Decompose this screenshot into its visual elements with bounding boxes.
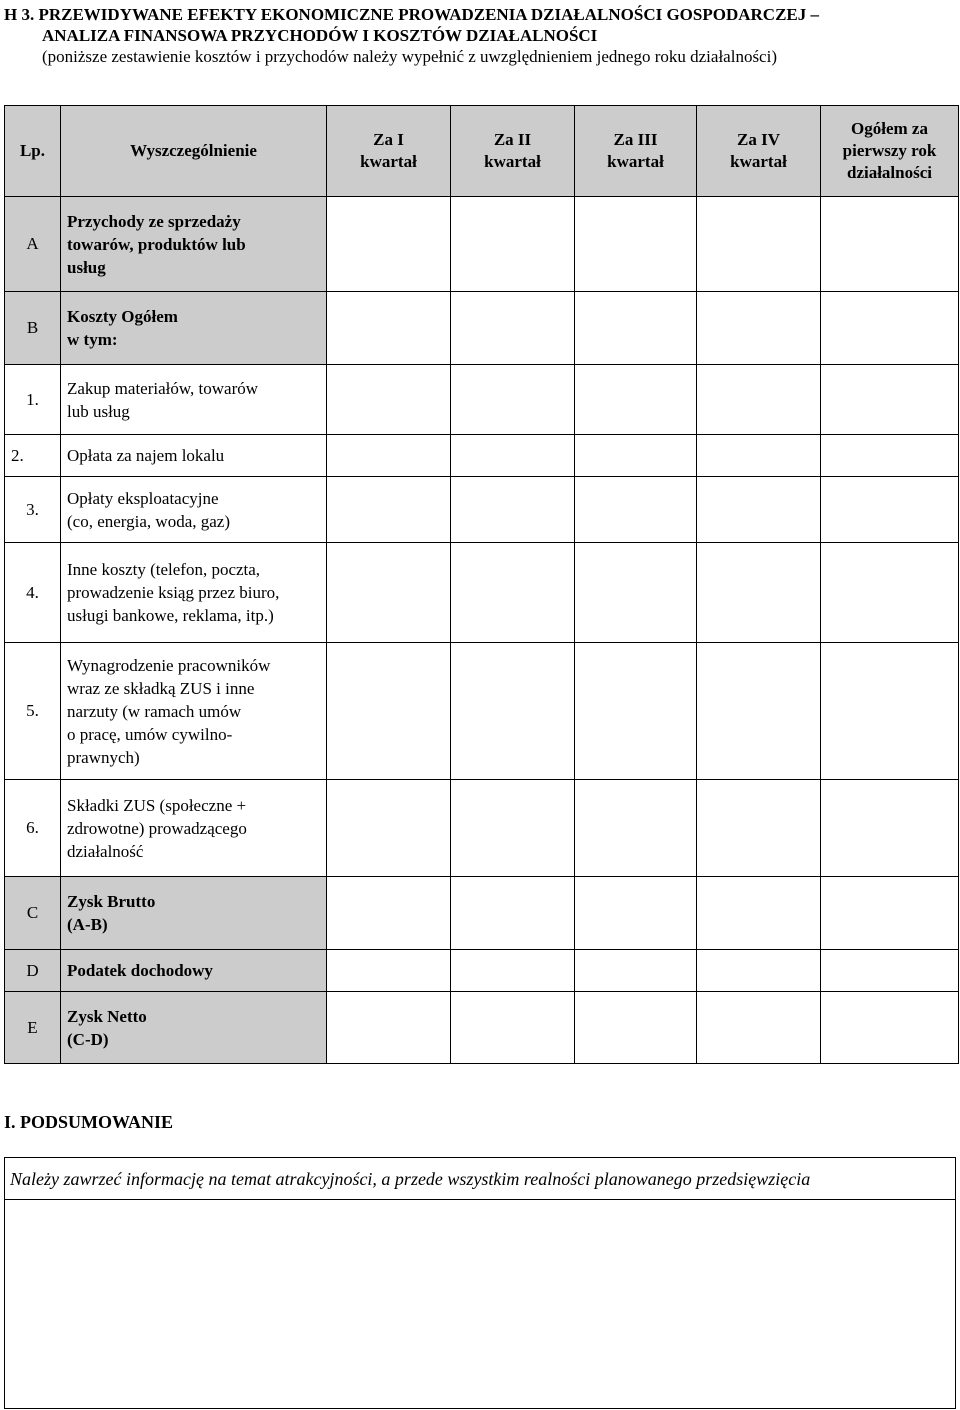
row-lp: E bbox=[5, 992, 61, 1064]
header-q3: Za III kwartał bbox=[575, 106, 697, 197]
row-description: Przychody ze sprzedaży towarów, produktów lub usług bbox=[61, 197, 327, 292]
cell-q3[interactable] bbox=[575, 992, 697, 1064]
cell-q3[interactable] bbox=[575, 435, 697, 477]
cell-q3[interactable] bbox=[575, 643, 697, 780]
cell-q4[interactable] bbox=[697, 877, 821, 950]
cell-q4[interactable] bbox=[697, 643, 821, 780]
cell-total[interactable] bbox=[821, 950, 959, 992]
cell-q2[interactable] bbox=[451, 197, 575, 292]
cell-total[interactable] bbox=[821, 643, 959, 780]
table-row bbox=[5, 877, 959, 950]
heading-line-1: H 3. PRZEWIDYWANE EFEKTY EKONOMICZNE PROWADZENIA DZIAŁALNOŚCI GOSPODARCZEJ – bbox=[4, 5, 820, 24]
row-lp: B bbox=[5, 292, 61, 365]
table-header-row bbox=[5, 106, 959, 197]
row-description: Zysk Brutto (A-B) bbox=[61, 877, 327, 950]
cell-total[interactable] bbox=[821, 435, 959, 477]
cell-total[interactable] bbox=[821, 780, 959, 877]
row-lp: A bbox=[5, 197, 61, 292]
cell-q3[interactable] bbox=[575, 365, 697, 435]
cell-total[interactable] bbox=[821, 877, 959, 950]
cell-q3[interactable] bbox=[575, 950, 697, 992]
row-description: Opłaty eksploatacyjne (co, energia, woda, gaz) bbox=[61, 477, 327, 543]
cell-q1[interactable] bbox=[327, 197, 451, 292]
row-description: Podatek dochodowy bbox=[61, 950, 327, 992]
row-description: Opłata za najem lokalu bbox=[61, 435, 327, 477]
table-row bbox=[5, 197, 959, 292]
cell-q3[interactable] bbox=[575, 543, 697, 643]
cell-q3[interactable] bbox=[575, 780, 697, 877]
table-row bbox=[5, 950, 959, 992]
cell-q4[interactable] bbox=[697, 477, 821, 543]
cell-q1[interactable] bbox=[327, 780, 451, 877]
cell-q1[interactable] bbox=[327, 292, 451, 365]
cell-q4[interactable] bbox=[697, 435, 821, 477]
cell-q1[interactable] bbox=[327, 365, 451, 435]
cell-q2[interactable] bbox=[451, 365, 575, 435]
cell-q2[interactable] bbox=[451, 435, 575, 477]
header-lp: Lp. bbox=[5, 106, 61, 197]
cell-q4[interactable] bbox=[697, 543, 821, 643]
cell-q1[interactable] bbox=[327, 435, 451, 477]
table-row bbox=[5, 780, 959, 877]
row-lp: 3. bbox=[5, 477, 61, 543]
row-lp: D bbox=[5, 950, 61, 992]
cell-q3[interactable] bbox=[575, 877, 697, 950]
cell-q1[interactable] bbox=[327, 477, 451, 543]
cell-q2[interactable] bbox=[451, 992, 575, 1064]
cell-q3[interactable] bbox=[575, 477, 697, 543]
cell-total[interactable] bbox=[821, 477, 959, 543]
cell-q1[interactable] bbox=[327, 950, 451, 992]
row-lp: C bbox=[5, 877, 61, 950]
cell-q1[interactable] bbox=[327, 543, 451, 643]
summary-box bbox=[4, 1157, 956, 1409]
cell-q1[interactable] bbox=[327, 992, 451, 1064]
row-lp: 6. bbox=[5, 780, 61, 877]
cell-q4[interactable] bbox=[697, 992, 821, 1064]
cell-q4[interactable] bbox=[697, 950, 821, 992]
cell-total[interactable] bbox=[821, 197, 959, 292]
cell-q3[interactable] bbox=[575, 197, 697, 292]
heading-line-3: (poniższe zestawienie kosztów i przychodów należy wypełnić z uwzględnieniem jednego roku działalności) bbox=[42, 47, 777, 66]
cell-q2[interactable] bbox=[451, 877, 575, 950]
row-description: Inne koszty (telefon, poczta, prowadzenie ksiąg przez biuro, usługi bankowe, reklama, itp.) bbox=[61, 543, 327, 643]
table-row bbox=[5, 477, 959, 543]
summary-text-area[interactable] bbox=[5, 1200, 955, 1408]
row-lp: 5. bbox=[5, 643, 61, 780]
cell-q4[interactable] bbox=[697, 365, 821, 435]
cell-q2[interactable] bbox=[451, 950, 575, 992]
cell-q2[interactable] bbox=[451, 477, 575, 543]
cell-q2[interactable] bbox=[451, 780, 575, 877]
table-row bbox=[5, 543, 959, 643]
row-lp: 1. bbox=[5, 365, 61, 435]
cell-total[interactable] bbox=[821, 292, 959, 365]
cell-total[interactable] bbox=[821, 365, 959, 435]
cell-q2[interactable] bbox=[451, 643, 575, 780]
table-row bbox=[5, 435, 959, 477]
header-q2: Za II kwartał bbox=[451, 106, 575, 197]
financial-analysis-table bbox=[4, 105, 959, 1064]
summary-instruction: Należy zawrzeć informację na temat atrakcyjności, a przede wszystkim realności planowanego przedsięwzięcia bbox=[5, 1158, 955, 1200]
header-item: Wyszczególnienie bbox=[61, 106, 327, 197]
row-lp: 2. bbox=[5, 435, 61, 477]
cell-q1[interactable] bbox=[327, 877, 451, 950]
cell-q1[interactable] bbox=[327, 643, 451, 780]
table-row bbox=[5, 365, 959, 435]
section-heading bbox=[4, 4, 954, 67]
cell-q2[interactable] bbox=[451, 543, 575, 643]
cell-q3[interactable] bbox=[575, 292, 697, 365]
cell-total[interactable] bbox=[821, 992, 959, 1064]
row-description: Zakup materiałów, towarów lub usług bbox=[61, 365, 327, 435]
cell-q2[interactable] bbox=[451, 292, 575, 365]
table-row bbox=[5, 643, 959, 780]
header-q1: Za I kwartał bbox=[327, 106, 451, 197]
row-description: Zysk Netto (C-D) bbox=[61, 992, 327, 1064]
table-row bbox=[5, 992, 959, 1064]
row-lp: 4. bbox=[5, 543, 61, 643]
cell-q4[interactable] bbox=[697, 292, 821, 365]
cell-total[interactable] bbox=[821, 543, 959, 643]
cell-q4[interactable] bbox=[697, 780, 821, 877]
heading-line-2: ANALIZA FINANSOWA PRZYCHODÓW I KOSZTÓW DZIAŁALNOŚCI bbox=[42, 26, 598, 45]
table-row bbox=[5, 292, 959, 365]
header-total: Ogółem za pierwszy rok działalności bbox=[821, 106, 959, 197]
row-description: Wynagrodzenie pracowników wraz ze składką ZUS i inne narzuty (w ramach umów o pracę, umów cywilno- prawnych) bbox=[61, 643, 327, 780]
cell-q4[interactable] bbox=[697, 197, 821, 292]
header-q4: Za IV kwartał bbox=[697, 106, 821, 197]
row-description: Koszty Ogółem w tym: bbox=[61, 292, 327, 365]
row-description: Składki ZUS (społeczne + zdrowotne) prowadzącego działalność bbox=[61, 780, 327, 877]
summary-title: I. PODSUMOWANIE bbox=[4, 1112, 174, 1132]
